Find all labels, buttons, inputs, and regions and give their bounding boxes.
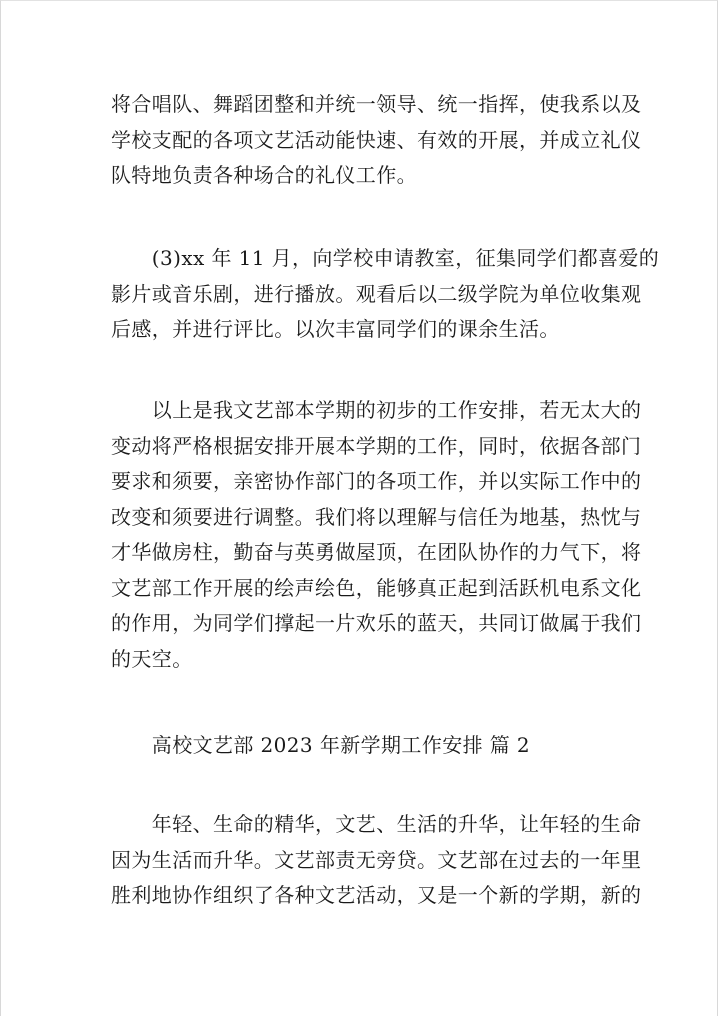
text-line: 将合唱队、舞蹈团整和并统一领导、统一指挥，使我系以及 — [111, 92, 642, 116]
paragraph-ceremony-team — [111, 87, 642, 194]
paragraph-summary — [111, 393, 642, 677]
heading-text: 高校文艺部 2023 年新学期工作安排 篇 2 — [111, 733, 531, 757]
text-line: 的作用，为同学们撑起一片欢乐的蓝天，共同订做属于我们 — [111, 611, 642, 635]
text-line: 胜利地协作组织了各种文艺活动，又是一个新的学期，新的 — [111, 883, 642, 907]
text-line: 因为生活而升华。文艺部责无旁贷。文艺部在过去的一年里 — [111, 847, 642, 872]
text-line: 后感，并进行评比。以次丰富同学们的课余生活。 — [111, 317, 560, 341]
section-heading — [111, 728, 611, 764]
text-line: 年轻、生命的精华，文艺、生活的升华，让年轻的生命 — [111, 812, 642, 836]
text-line: 队特地负责各种场合的礼仪工作。 — [111, 163, 417, 187]
text-line: (3)xx 年 11 月，向学校申请教室，征集同学们都喜爱的 — [111, 246, 660, 270]
text-line: 改变和须要进行调整。我们将以理解与信任为地基，热忱与 — [111, 504, 642, 529]
paragraph-intro-part-2 — [111, 807, 642, 914]
paragraph-item-3 — [111, 241, 660, 348]
text-line: 影片或音乐剧，进行播放。观看后以二级学院为单位收集观 — [111, 281, 642, 306]
text-line: 的天空。 — [111, 646, 193, 671]
text-line: 变动将严格根据安排开展本学期的工作，同时，依据各部门 — [111, 433, 642, 458]
text-line: 才华做房柱，勤奋与英勇做屋顶，在团队协作的力气下，将 — [111, 540, 642, 564]
text-line: 学校支配的各项文艺活动能快速、有效的开展，并成立礼仪 — [111, 127, 642, 152]
text-line: 文艺部工作开展的绘声绘色，能够真正起到活跃机电系文化 — [111, 575, 642, 600]
text-line: 以上是我文艺部本学期的初步的工作安排，若无太大的 — [111, 398, 642, 422]
text-line: 要求和须要，亲密协作部门的各项工作，并以实际工作中的 — [111, 469, 642, 493]
